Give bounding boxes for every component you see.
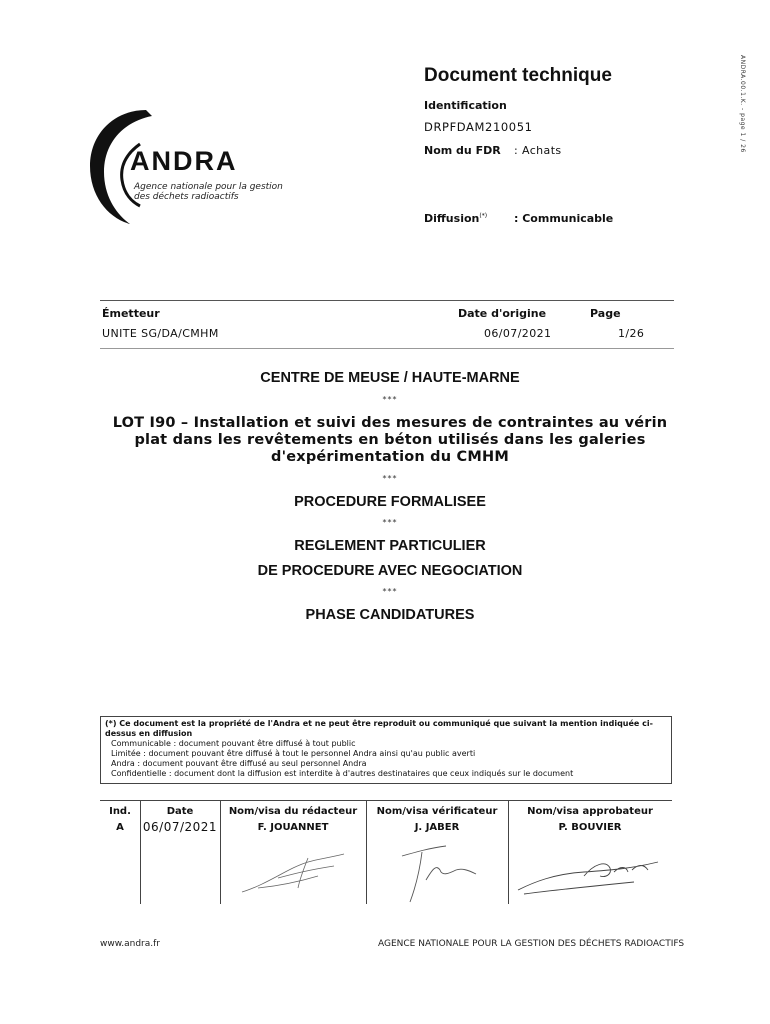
- fdr-value: : Achats: [514, 144, 562, 157]
- approbateur-signature: [514, 850, 664, 898]
- reglement-heading-line1: REGLEMENT PARTICULIER: [294, 538, 486, 554]
- verificateur-column: [366, 800, 508, 904]
- meta-bottom-rule: [100, 348, 674, 349]
- lot-title-line2: plat dans les revêtements en béton utilisés dans les galeries: [134, 432, 646, 448]
- verificateur-signature: [396, 840, 486, 904]
- redacteur-value: F. JOUANNET: [257, 822, 329, 833]
- logo-wordmark: ANDRA: [130, 146, 238, 176]
- diffusion-label-text: Diffusion: [424, 212, 480, 225]
- separator-stars: ***: [382, 474, 398, 483]
- redacteur-label: Nom/visa du rédacteur: [228, 806, 358, 817]
- notice-line: (*) Ce document est la propriété de l'Andra et ne peut être reproduit ou communiqué que suivant la mention indiquée ci-: [105, 719, 653, 728]
- page-label: Page: [590, 307, 621, 320]
- site-heading: CENTRE DE MEUSE / HAUTE-MARNE: [260, 370, 520, 386]
- date-value: 06/07/2021: [142, 820, 218, 834]
- document-reference-vertical: ANDRA.00.1.K. - page 1 / 26: [739, 55, 746, 153]
- approbateur-label: Nom/visa approbateur: [527, 806, 653, 817]
- date-origine-value: 06/07/2021: [484, 327, 552, 340]
- date-column: [140, 800, 220, 904]
- lot-title-line3: d'expérimentation du CMHM: [271, 449, 509, 465]
- reglement-heading-line2: DE PROCEDURE AVEC NEGOCIATION: [257, 563, 523, 579]
- notice-line: Andra : document pouvant être diffusé au seul personnel Andra: [111, 759, 367, 768]
- verificateur-label: Nom/visa vérificateur: [376, 806, 498, 817]
- andra-logo: [86, 104, 296, 229]
- notice-line: Confidentielle : document dont la diffusion est interdite à d'autres destinataires que ceux indiqués sur le document: [111, 769, 574, 778]
- diffusion-label: [424, 212, 487, 225]
- emetteur-value: UNITE SG/DA/CMHM: [102, 327, 219, 340]
- fdr-label: Nom du FDR: [424, 144, 501, 157]
- approbateur-column: [508, 800, 672, 904]
- approbateur-value: P. BOUVIER: [558, 822, 622, 833]
- separator-stars: ***: [382, 395, 398, 404]
- diffusion-notice-box: [100, 716, 672, 784]
- ind-label: Ind.: [109, 806, 131, 817]
- footer-agency: AGENCE NATIONALE POUR LA GESTION DES DÉCHETS RADIOACTIFS: [378, 939, 685, 949]
- redacteur-column: [220, 800, 366, 904]
- emetteur-label: Émetteur: [102, 307, 160, 320]
- document-title: Document technique: [424, 65, 612, 86]
- redacteur-signature: [238, 848, 348, 898]
- identification-value: DRPFDAM210051: [424, 120, 533, 134]
- date-label: Date: [166, 806, 194, 817]
- meta-top-rule: [100, 300, 674, 301]
- logo-tagline-line1: Agence nationale pour la gestion: [134, 182, 283, 192]
- procedure-heading: PROCEDURE FORMALISEE: [294, 494, 486, 510]
- diffusion-footnote-marker: (*): [479, 212, 488, 220]
- logo-tagline-line2: des déchets radioactifs: [134, 192, 239, 202]
- page-value: 1/26: [618, 327, 645, 340]
- phase-heading: PHASE CANDIDATURES: [305, 607, 475, 623]
- ind-column: [100, 800, 140, 904]
- diffusion-value: : Communicable: [514, 212, 614, 225]
- lot-title-line1: LOT I90 – Installation et suivi des mesures de contraintes au vérin: [112, 415, 668, 431]
- logo-tagline: [134, 182, 283, 202]
- separator-stars: ***: [382, 518, 398, 527]
- signature-table: [100, 800, 672, 904]
- notice-line: Communicable : document pouvant être diffusé à tout public: [111, 739, 356, 748]
- date-origine-label: Date d'origine: [458, 307, 547, 320]
- lot-title: [90, 415, 690, 466]
- identification-label: Identification: [424, 99, 507, 112]
- separator-stars: ***: [382, 587, 398, 596]
- footer-website: www.andra.fr: [100, 939, 160, 949]
- notice-line: Limitée : document pouvant être diffusé à tout le personnel Andra ainsi qu'au public averti: [111, 749, 476, 758]
- verificateur-value: J. JABER: [414, 822, 460, 833]
- notice-line: dessus en diffusion: [105, 729, 193, 738]
- ind-value: A: [116, 822, 124, 833]
